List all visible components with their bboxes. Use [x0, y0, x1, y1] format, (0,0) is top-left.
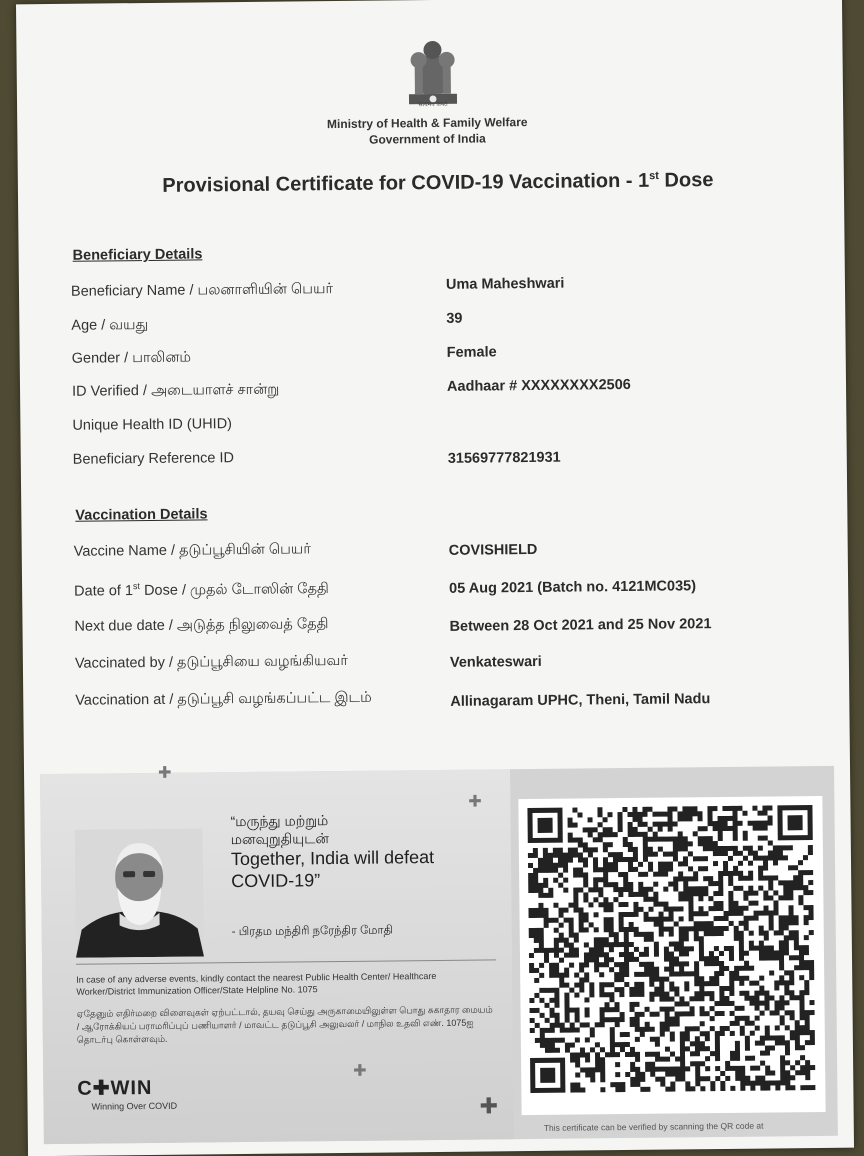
quote [230, 809, 501, 892]
age-row [71, 310, 791, 340]
beneficiary-name-row [71, 276, 791, 306]
divider [76, 959, 496, 964]
vaccinated-by-row [75, 648, 795, 678]
certificate-title: Provisional Certificate for COVID-19 Vaccination - 1st Dose [162, 169, 714, 197]
uhid-row [72, 410, 792, 440]
reference-id-label: Beneficiary Reference ID [72, 450, 235, 468]
age-label: Age / வயது [71, 316, 149, 334]
plus-icon: ✚ [353, 1062, 367, 1080]
gender-label: Gender / பாலினம் [71, 349, 192, 367]
quote-attribution: - பிரதம மந்திரி நரேந்திர மோதி [231, 924, 393, 939]
certificate-page [16, 0, 854, 1156]
plus-icon: ✚ [468, 793, 482, 811]
vaccine-name-value: COVISHIELD [448, 541, 538, 559]
next-due-value: Between 28 Oct 2021 and 25 Nov 2021 [449, 616, 712, 635]
adverse-events-note-tamil: ஏதேனும் எதிர்மறை விளைவுகள் ஏற்பட்டால், தயவு செய்து அருகாமையிலுள்ள பொது சுகாதார மையம் / ஆரோக்கியப் பராமரிப்புப் பணியாளர் / மாவட்ட தடுப்பூசி அலுவலர் / மாநில உதவி எண். 1075ஐ தொடர்பு கொள்ளவும். [76, 1004, 493, 1045]
quote-english-line-2: COVID-19” [231, 870, 321, 892]
vaccine-name-row [74, 536, 794, 566]
verification-qr-code [518, 796, 825, 1115]
reference-id-value: 31569777821931 [447, 449, 561, 467]
quote-tamil-line-1: “மருந்து மற்றும் [230, 812, 329, 830]
vaccination-at-row [75, 685, 795, 715]
vaccine-name-label: Vaccine Name / தடுப்பூசியின் பெயர் [73, 541, 311, 560]
next-due-label: Next due date / அடுத்த நிலுவைத் தேதி [74, 616, 329, 635]
vaccination-at-value: Allinagaram UPHC, Theni, Tamil Nadu [450, 691, 711, 710]
cowin-tagline: Winning Over COVID [91, 1100, 178, 1112]
issuing-authority [217, 113, 637, 149]
id-verified-label: ID Verified / அடையாளச் சான்று [71, 381, 280, 400]
vaccination-heading: Vaccination Details [75, 506, 208, 524]
government-name: Government of India [369, 131, 486, 147]
id-verified-row [72, 376, 792, 406]
uhid-label: Unique Health ID (UHID) [72, 416, 233, 434]
verification-note: This certificate can be verified by scanning the QR code at [543, 1120, 764, 1133]
cowin-logo: C✚WIN [77, 1076, 153, 1100]
dose-date-label: Date of 1st Dose / முதல் டோஸின் தேதி [74, 580, 329, 600]
vaccination-at-label: Vaccination at / தடுப்பூசி வழங்கப்பட்ட இடம் [75, 689, 372, 709]
emblem-caption: सत्यमेव जयते [418, 101, 448, 109]
dose-date-row [74, 574, 794, 604]
gender-row [72, 343, 792, 373]
age-value: 39 [446, 310, 463, 327]
vaccinated-by-label: Vaccinated by / தடுப்பூசியை வழங்கியவர் [74, 652, 349, 672]
prime-minister-portrait [75, 828, 204, 957]
beneficiary-name-label: Beneficiary Name / பலனாளியின் பெயர் [70, 281, 334, 300]
beneficiary-heading: Beneficiary Details [72, 246, 203, 264]
beneficiary-name-value: Uma Maheshwari [445, 275, 565, 293]
adverse-events-note: In case of any adverse events, kindly contact the nearest Public Health Center/ Healthcare Worker/District Immunization Officer/State Helpline No. 1075 [76, 971, 437, 997]
quote-english-line-1: Together, India will defeat [230, 847, 435, 870]
banner-message-panel [40, 764, 514, 1144]
qr-code-icon [518, 796, 825, 1115]
dose-date-value: 05 Aug 2021 (Batch no. 4121MC035) [449, 578, 697, 597]
id-verified-value: Aadhaar # XXXXXXXX2506 [446, 376, 631, 395]
plus-icon: ✚ [157, 764, 172, 782]
cowin-banner [40, 766, 838, 1144]
gender-value: Female [446, 344, 497, 361]
plus-icon: ✚ [479, 1093, 499, 1119]
ministry-name: Ministry of Health & Family Welfare [326, 115, 528, 132]
quote-tamil-line-2: மனவுறுதியுடன் [230, 830, 329, 848]
next-due-row [74, 611, 794, 641]
vaccinated-by-value: Venkateswari [449, 653, 542, 671]
reference-id-row [73, 444, 793, 474]
